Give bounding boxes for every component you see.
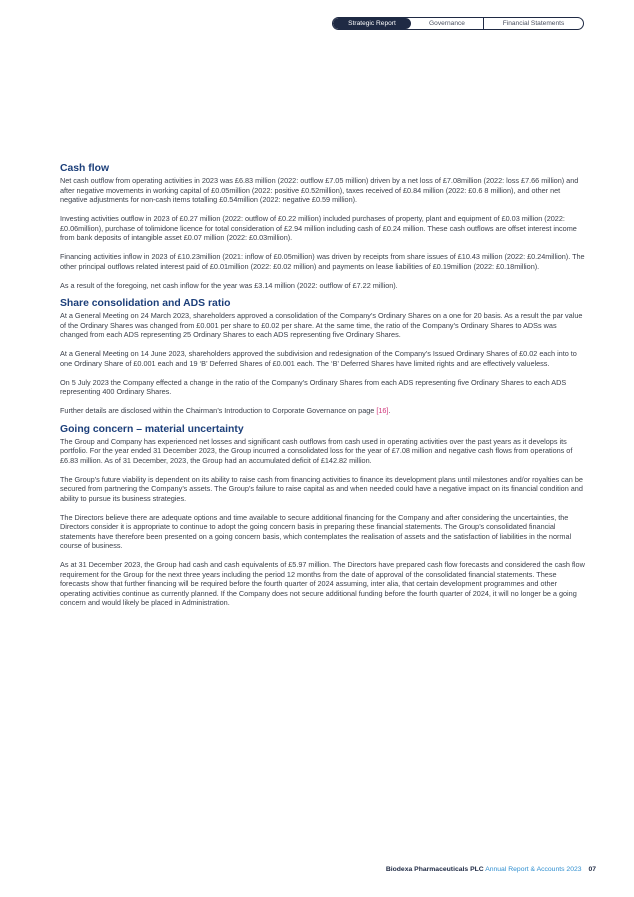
paragraph: Investing activities outflow in 2023 of £0.27 million (2022: outflow of £0.22 million) included purchases of property, plant and equipment of £0.03 million (2022: £0.06million), purchase of tolimidone licence for total consideration of £2.94 million including cash of £0.24 million. These cash outflows are offset interest income from bank deposits of intangible asset £0.07 million (2022: £0.03million).	[60, 214, 577, 242]
share-consolidation-heading: Share consolidation and ADS ratio	[60, 298, 231, 309]
paragraph: As a result of the foregoing, net cash inflow for the year was £3.14 million (2022: outflow of £7.22 million).	[60, 280, 398, 290]
paragraph: The Group’s future viability is dependent on its ability to raise cash from financing activities to finance its development plans until milestones and/or royalties can be secured from partnering the Company’s assets. The Group’s failure to raise capital as and when needed could have a negative impact on its financial condition and ability to pursue its business strategies.	[60, 474, 583, 503]
paragraph: At a General Meeting on 14 June 2023, shareholders approved the subdivision and redesignation of the Company’s Issued Ordinary Shares of £0.02 each into to one Ordinary Share of £0.001 each and 19 ‘B’ Deferred Shares of £0.001 each. The ‘B’ Deferred Shares have limited rights and are effectively valueless.	[60, 349, 577, 368]
footer-report-title: Annual Report & Accounts 2023	[485, 866, 582, 873]
paragraph: The Group and Company has experienced net losses and significant cash outflows from cash used in operating activities over the past years as it develops its portfolio. For the year ended 31 December 2023, the Group incurred a consolidated loss for the year of £7.08 million and negative cash flows from operations of £6.83 million. As of 31 December, 2023, the Group had an accumulated deficit of £142.82 million.	[60, 436, 573, 465]
tab-strategic-report[interactable]: Strategic Report	[333, 18, 411, 29]
paragraph: Financing activities inflow in 2023 of £10.23million (2021: inflow of £0.05million) was driven by receipts from share issues of £10.43 million (2022: £0.24million). The other principal outflows related interest paid of £0.01million (2022: £0.02 million) and payments on lease liabilities of £0.19million (2022: £0.18million).	[60, 252, 585, 271]
section-share-consolidation	[60, 297, 586, 416]
paragraph	[60, 406, 586, 416]
going-concern-heading: Going concern – material uncertainty	[60, 423, 244, 435]
page-footer	[386, 866, 596, 873]
paragraph: The Directors believe there are adequate options and time available to secure additional financing for the Company and after considering the uncertainties, the Directors consider it is appropriate to continue to adopt the going concern basis in preparing these financial statements. The Group’s consolidated financial statements have therefore been presented on a going concern basis, which contemplates the realisation of assets and the satisfaction of liabilities in the normal course of business.	[60, 512, 572, 550]
main-content	[60, 162, 586, 617]
tab-financial-statements[interactable]: Financial Statements	[502, 20, 565, 27]
section-cash-flow	[60, 162, 586, 290]
cash-flow-heading: Cash flow	[60, 163, 110, 174]
section-going-concern	[60, 423, 586, 608]
paragraph: On 5 July 2023 the Company effected a change in the ratio of the Company’s Ordinary Shares from each ADS representing five Ordinary Shares to each ADS representing 400 Ordinary Shares.	[60, 377, 567, 396]
footer-company-name: Biodexa Pharmaceuticals PLC	[385, 866, 484, 873]
page-number: 07	[588, 866, 596, 873]
paragraph-text: Further details are disclosed within the Chairman’s Introduction to Corporate Governance on page	[60, 406, 377, 415]
paragraph: At a General Meeting on 24 March 2023, shareholders approved a consolidation of the Company’s Ordinary Shares on a one for 20 basis. As a result the par value of the Ordinary Shares was changed from £0.001 per share to £0.02 per share. At the same time, the ratio of the Company’s Ordinary Shares to ADSs was changed from each ADS representing 25 Ordinary Shares to each ADS representing five Ordinary Shares.	[60, 311, 583, 339]
tab-governance[interactable]: Governance	[411, 18, 484, 29]
section-nav	[332, 17, 584, 30]
page-reference-link[interactable]: [16]	[376, 406, 389, 415]
paragraph-end: .	[388, 406, 391, 415]
paragraph: Net cash outflow from operating activities in 2023 was £6.83 million (2022: outflow £7.05 million) driven by a net loss of £7.08million (2022: loss £7.66 million) and after negative movements in working capital of £0.05million (2022: positive £0.52million), taxes received of £0.84 million (2022: £0.6 8 million), and other net negative adjustments for non-cash items totalling £0.54million (2022: negative £0.59 million).	[60, 176, 579, 204]
paragraph: As at 31 December 2023, the Group had cash and cash equivalents of £5.97 million. The Directors have prepared cash flow forecasts and considered the cash flow requirement for the Group for the next three years including the period 12 months from the date of approval of the consolidated financial statements. These forecasts show that further financing will be required before the fourth quarter of 2024 assuming, inter alia, that certain development programmes and other operating activities continue as currently planned. If the Company does not secure additional funding before the fourth quarter of 2024, it will no longer be a going concern and would likely be placed in Administration.	[60, 560, 585, 607]
